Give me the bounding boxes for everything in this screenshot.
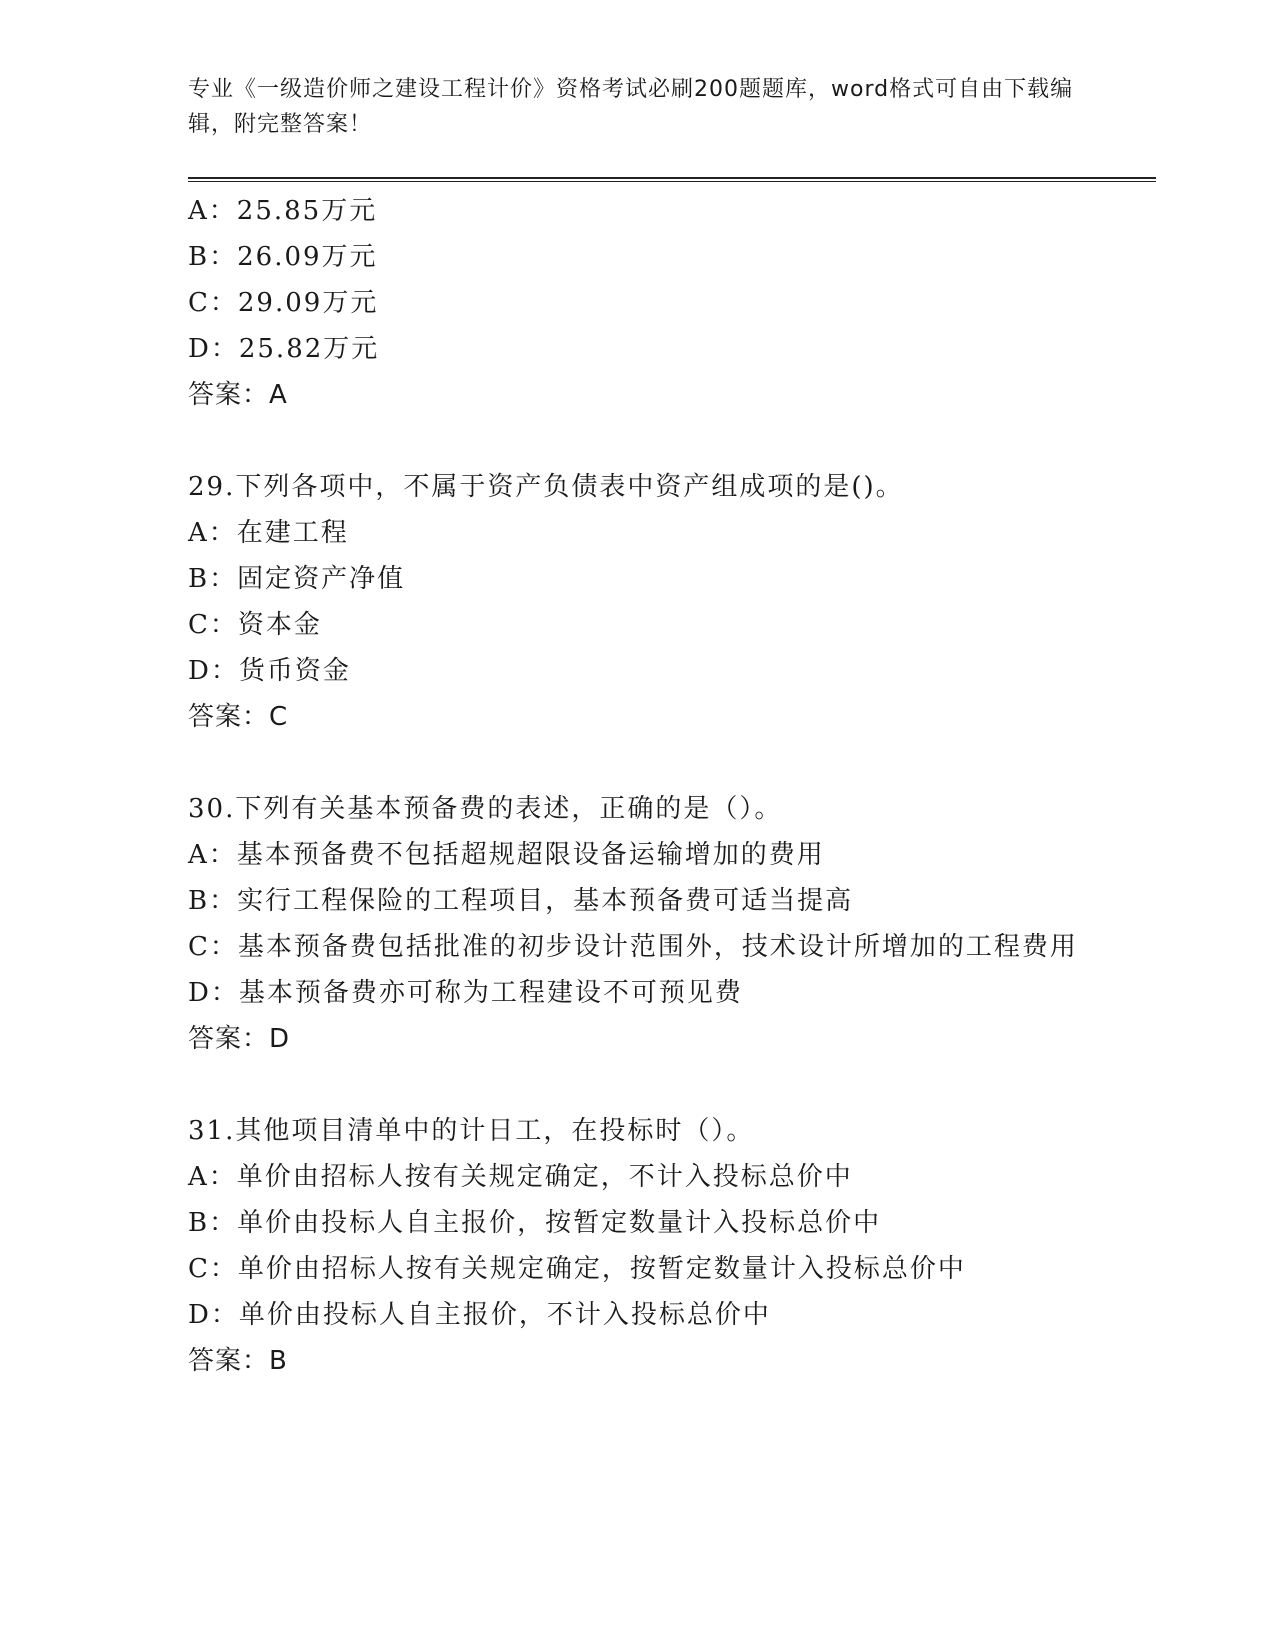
answer: 答案：B bbox=[188, 1346, 288, 1376]
question-31 bbox=[188, 1108, 1088, 1384]
option-a: A：基本预备费不包括超规超限设备运输增加的费用 bbox=[188, 840, 825, 870]
option-d: D：货币资金 bbox=[188, 656, 351, 686]
option-a: A：25.85万元 bbox=[188, 196, 378, 226]
option-a: A：在建工程 bbox=[188, 518, 349, 548]
answer: 答案：A bbox=[188, 380, 288, 410]
option-b: B：实行工程保险的工程项目，基本预备费可适当提高 bbox=[188, 886, 854, 916]
header-divider bbox=[188, 177, 1156, 182]
header-text: 专业《一级造价师之建设工程计价》资格考试必刷200题题库，word格式可自由下载编辑，附完整答案！ bbox=[188, 77, 1074, 137]
option-c: C：29.09万元 bbox=[188, 288, 379, 318]
answer: 答案：D bbox=[188, 1024, 291, 1054]
option-d: D：基本预备费亦可称为工程建设不可预见费 bbox=[188, 978, 743, 1008]
option-a: A：单价由招标人按有关规定确定，不计入投标总价中 bbox=[188, 1162, 853, 1192]
question-29 bbox=[188, 464, 1088, 740]
option-c: C：单价由招标人按有关规定确定，按暂定数量计入投标总价中 bbox=[188, 1254, 966, 1284]
option-d: D：25.82万元 bbox=[188, 334, 380, 364]
document-content bbox=[188, 188, 1088, 1384]
option-d: D：单价由投标人自主报价，不计入投标总价中 bbox=[188, 1300, 771, 1330]
answer: 答案：C bbox=[188, 702, 289, 732]
question-28 bbox=[188, 188, 1088, 418]
option-c: C：资本金 bbox=[188, 610, 322, 640]
option-b: B：单价由投标人自主报价，按暂定数量计入投标总价中 bbox=[188, 1208, 882, 1238]
question-title: 29.下列各项中，不属于资产负债表中资产组成项的是()。 bbox=[188, 472, 904, 502]
question-title: 30.下列有关基本预备费的表述，正确的是（）。 bbox=[188, 794, 783, 824]
option-c: C：基本预备费包括批准的初步设计范围外，技术设计所增加的工程费用 bbox=[188, 932, 1078, 962]
question-30 bbox=[188, 786, 1088, 1062]
question-title: 31.其他项目清单中的计日工，在投标时（）。 bbox=[188, 1116, 755, 1146]
option-b: B：26.09万元 bbox=[188, 242, 378, 272]
option-b: B：固定资产净值 bbox=[188, 564, 406, 594]
